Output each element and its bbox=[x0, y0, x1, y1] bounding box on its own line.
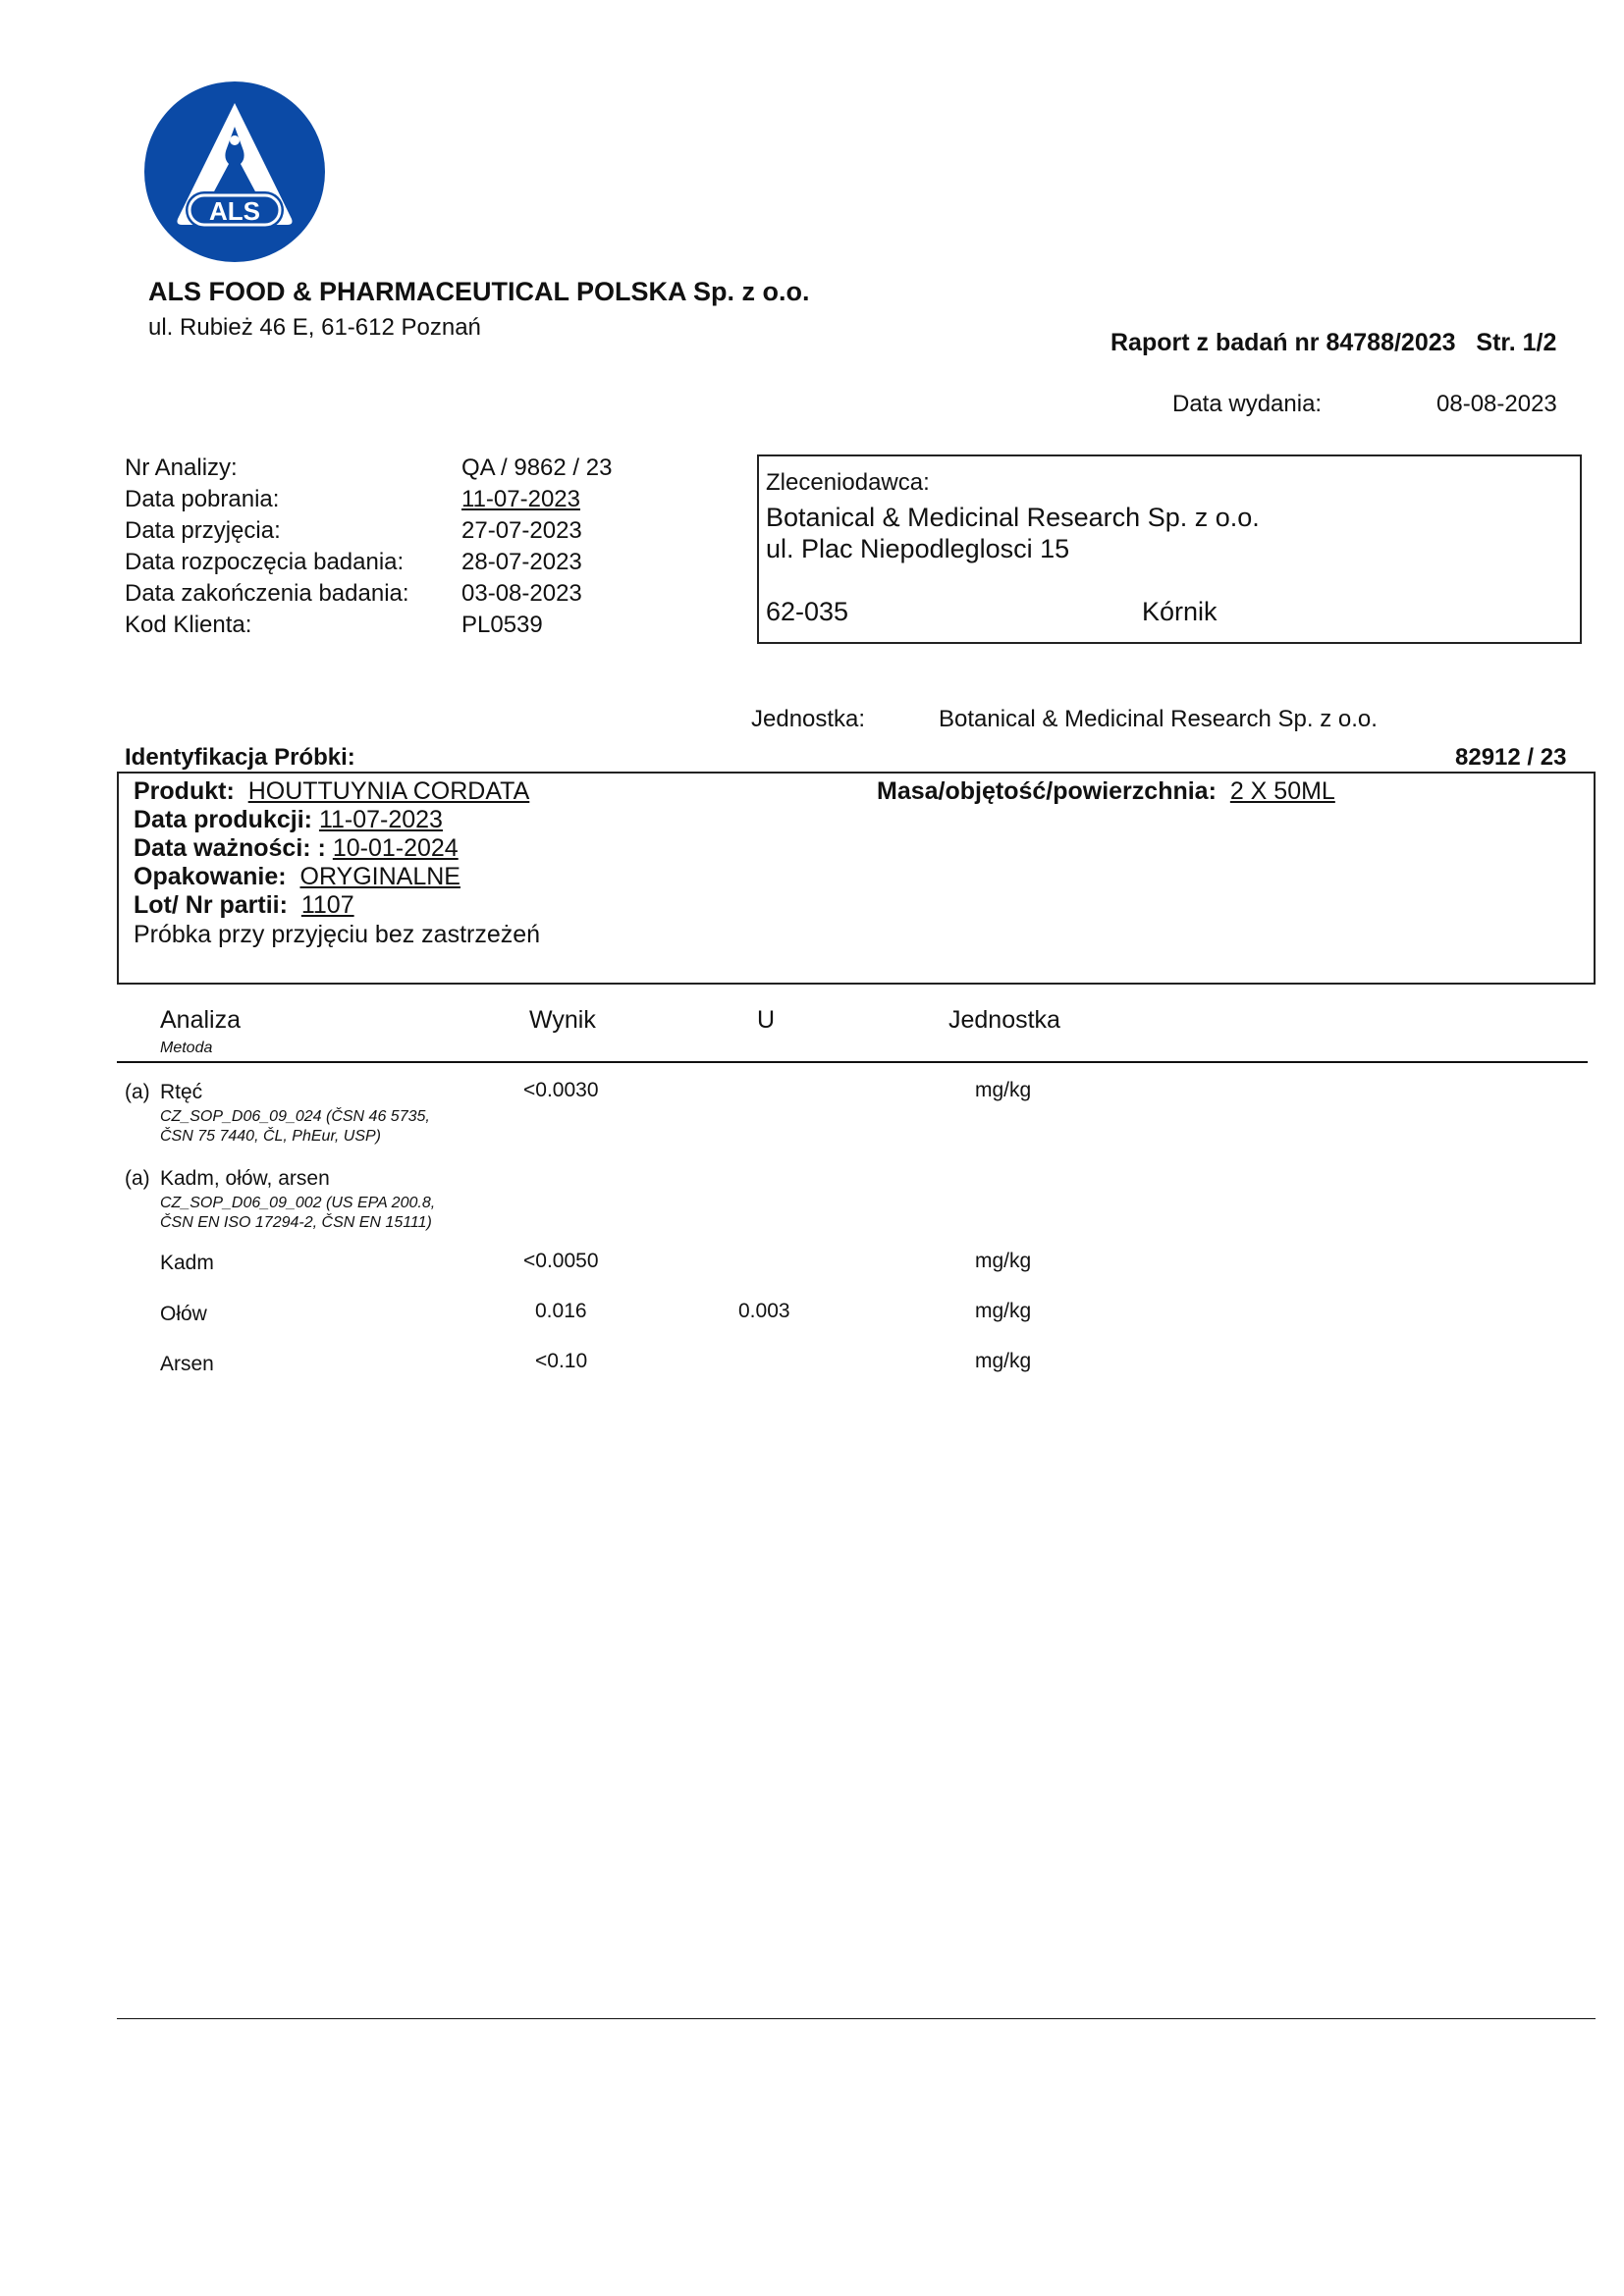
production-label: Data produkcji: bbox=[134, 806, 312, 833]
row-method-line1: CZ_SOP_D06_09_024 (ČSN 46 5735, bbox=[160, 1108, 430, 1125]
sampling-date-label: Data pobrania: bbox=[125, 486, 280, 512]
start-date-label: Data rozpoczęcia badania: bbox=[125, 549, 405, 575]
svg-text:ALS: ALS bbox=[209, 196, 260, 226]
mass-value: 2 X 50ML bbox=[1229, 777, 1335, 805]
report-number: Raport z badań nr 84788/2023 bbox=[1110, 329, 1456, 356]
analysis-value: QA / 9862 / 23 bbox=[461, 454, 613, 481]
row-name: Arsen bbox=[160, 1353, 214, 1375]
issue-date: 08-08-2023 bbox=[1436, 391, 1557, 417]
als-logo bbox=[144, 81, 325, 262]
product-label: Produkt: bbox=[134, 777, 235, 805]
packaging-value: ORYGINALNE bbox=[299, 863, 460, 890]
end-date-value: 03-08-2023 bbox=[461, 580, 582, 607]
analysis-label: Nr Analizy: bbox=[125, 454, 238, 481]
row-name: Ołów bbox=[160, 1303, 207, 1325]
page-number: Str. 1/2 bbox=[1476, 329, 1557, 356]
mass-label: Masa/objętość/powierzchnia: bbox=[877, 777, 1217, 805]
group-name: Kadm, ołów, arsen bbox=[160, 1167, 330, 1190]
sample-heading: Identyfikacja Próbki: bbox=[125, 744, 355, 771]
packaging-row bbox=[134, 863, 460, 891]
lot-row bbox=[134, 891, 354, 920]
row-name: Rtęć bbox=[160, 1081, 203, 1103]
row-unit: mg/kg bbox=[975, 1079, 1032, 1101]
receipt-date-value: 27-07-2023 bbox=[461, 517, 582, 544]
expiry-label: Data ważności: : bbox=[134, 834, 326, 862]
mass-row bbox=[877, 777, 1335, 806]
row-unit: mg/kg bbox=[975, 1250, 1032, 1272]
row-result: <0.0030 bbox=[523, 1079, 599, 1101]
sample-note: Próbka przy przyjęciu bez zastrzeżeń bbox=[134, 921, 541, 948]
product-row bbox=[134, 777, 529, 806]
row-method-line2: ČSN 75 7440, ČL, PhEur, USP) bbox=[160, 1128, 381, 1145]
company-address: ul. Rubież 46 E, 61-612 Poznań bbox=[148, 314, 481, 341]
row-unit: mg/kg bbox=[975, 1350, 1032, 1372]
row-result: <0.10 bbox=[535, 1350, 588, 1372]
row-name: Kadm bbox=[160, 1252, 214, 1274]
lot-value: 1107 bbox=[300, 891, 354, 919]
row-result: 0.016 bbox=[535, 1300, 587, 1322]
row-u: 0.003 bbox=[738, 1300, 790, 1322]
row-unit: mg/kg bbox=[975, 1300, 1032, 1322]
unit-value: Botanical & Medicinal Research Sp. z o.o. bbox=[939, 706, 1378, 732]
sampling-date-value: 11-07-2023 bbox=[461, 486, 580, 512]
client-name: Botanical & Medicinal Research Sp. z o.o. bbox=[766, 503, 1260, 532]
lot-label: Lot/ Nr partii: bbox=[134, 891, 288, 919]
client-code-value: PL0539 bbox=[461, 612, 543, 638]
receipt-date-label: Data przyjęcia: bbox=[125, 517, 281, 544]
client-label: Zleceniodawca: bbox=[766, 469, 930, 496]
issue-date-label: Data wydania: bbox=[1172, 391, 1323, 417]
report-title bbox=[1110, 329, 1556, 357]
production-value: 11-07-2023 bbox=[318, 806, 443, 833]
company-name: ALS FOOD & PHARMACEUTICAL POLSKA Sp. z o.o. bbox=[148, 277, 810, 306]
header-divider bbox=[117, 1061, 1588, 1063]
col-analysis: Analiza bbox=[160, 1006, 241, 1034]
product-value: HOUTTUYNIA CORDATA bbox=[247, 777, 530, 805]
col-u: U bbox=[757, 1006, 776, 1034]
client-street: ul. Plac Niepodleglosci 15 bbox=[766, 534, 1070, 563]
start-date-value: 28-07-2023 bbox=[461, 549, 582, 575]
row-prefix: (a) bbox=[125, 1081, 150, 1103]
row-result: <0.0050 bbox=[523, 1250, 599, 1272]
col-unit: Jednostka bbox=[948, 1006, 1060, 1034]
col-method: Metoda bbox=[160, 1040, 213, 1056]
expiry-value: 10-01-2024 bbox=[332, 834, 459, 862]
col-result: Wynik bbox=[529, 1006, 596, 1034]
footer-divider bbox=[117, 2018, 1596, 2019]
sample-number: 82912 / 23 bbox=[1455, 744, 1567, 771]
expiry-row bbox=[134, 834, 459, 863]
group-method-line1: CZ_SOP_D06_09_002 (US EPA 200.8, bbox=[160, 1195, 436, 1211]
production-row bbox=[134, 806, 443, 834]
unit-label: Jednostka: bbox=[751, 706, 866, 732]
client-postal: 62-035 bbox=[766, 597, 849, 626]
client-city: Kórnik bbox=[1142, 597, 1218, 626]
packaging-label: Opakowanie: bbox=[134, 863, 287, 890]
end-date-label: Data zakończenia badania: bbox=[125, 580, 409, 607]
group-method-line2: ČSN EN ISO 17294-2, ČSN EN 15111) bbox=[160, 1214, 432, 1231]
client-code-label: Kod Klienta: bbox=[125, 612, 252, 638]
group-prefix: (a) bbox=[125, 1167, 150, 1190]
